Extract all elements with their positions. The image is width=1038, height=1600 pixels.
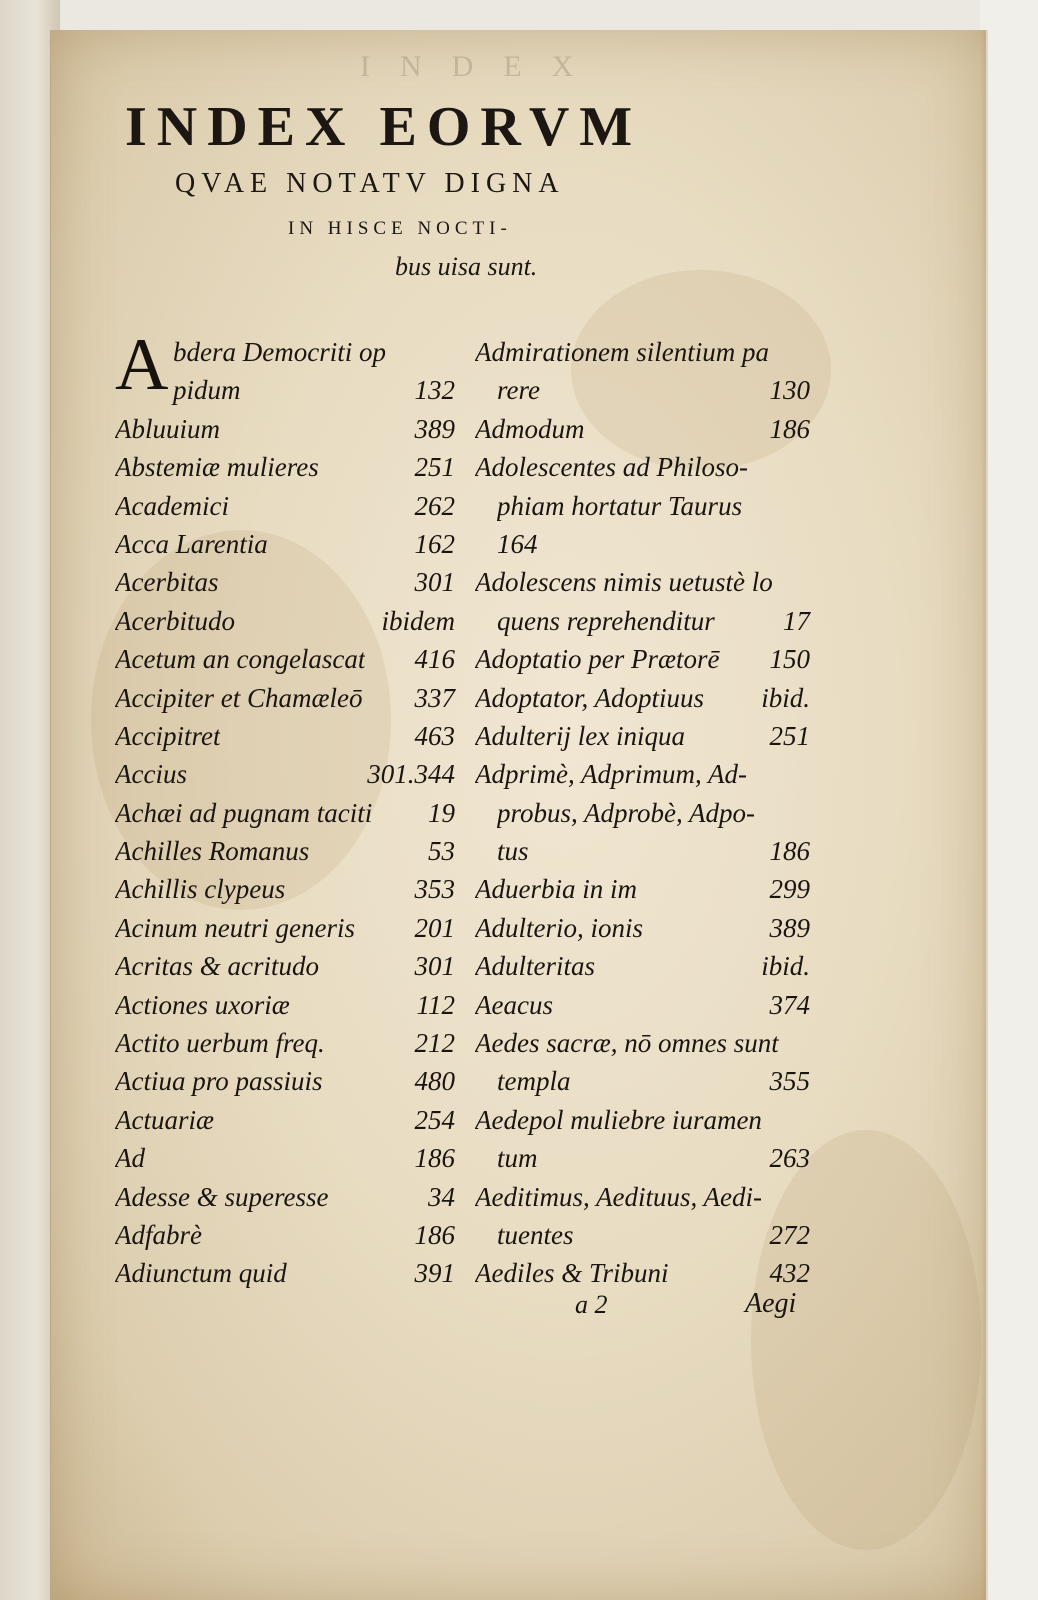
index-entry bbox=[475, 832, 810, 870]
index-entry-page: 480 bbox=[414, 1066, 455, 1097]
index-entry bbox=[475, 1178, 810, 1216]
page-subtitle-line4: bus uisa sunt. bbox=[395, 252, 538, 281]
index-entry bbox=[115, 602, 455, 640]
index-entry bbox=[475, 679, 810, 717]
index-column-left bbox=[115, 333, 455, 1293]
index-entry-page: 34 bbox=[428, 1181, 455, 1212]
index-entry bbox=[475, 487, 810, 525]
bleed-through-text: INDEX bbox=[360, 50, 604, 83]
index-entry-term: Abstemiæ mulieres bbox=[115, 452, 319, 483]
index-entry-page: 251 bbox=[414, 452, 455, 483]
signature-mark: a 2 bbox=[575, 1290, 608, 1319]
index-entry-term: Actito uerbum freq. bbox=[115, 1028, 325, 1059]
index-entry bbox=[115, 1062, 455, 1100]
index-entry-term: Accipitret bbox=[115, 720, 221, 751]
index-entry-page: 391 bbox=[414, 1258, 455, 1289]
index-entry-term: phiam hortatur Taurus bbox=[497, 490, 743, 521]
index-entry bbox=[475, 602, 810, 640]
index-entry-page: 463 bbox=[414, 720, 455, 751]
page-subtitle: QVAE NOTATV DIGNA bbox=[175, 168, 565, 199]
index-entry bbox=[475, 755, 810, 793]
index-entry-page: 132 bbox=[414, 375, 455, 406]
index-entry-term: Aediles & Tribuni bbox=[475, 1258, 669, 1289]
index-entry-page: 389 bbox=[769, 912, 810, 943]
index-entry-term: 164 bbox=[497, 528, 538, 559]
index-entry-term: Acinum neutri generis bbox=[115, 912, 355, 943]
index-entry-term: Adoptatio per Prætorē bbox=[475, 644, 720, 675]
index-entry-page: 53 bbox=[428, 836, 455, 867]
index-entry-page: 212 bbox=[414, 1028, 455, 1059]
index-entry-page: 337 bbox=[414, 682, 455, 713]
index-entry bbox=[115, 1101, 455, 1139]
index-entry-term: Acerbitas bbox=[115, 567, 219, 598]
index-column-right bbox=[475, 333, 810, 1293]
index-entry-term: Adoptator, Adoptiuus bbox=[475, 682, 705, 713]
index-entry-page: 432 bbox=[769, 1258, 810, 1289]
background-right bbox=[980, 0, 1038, 1600]
index-entry-page: 301.344 bbox=[367, 759, 455, 790]
index-entry bbox=[115, 371, 455, 409]
index-entry-term: Aedepol muliebre iuramen bbox=[475, 1104, 762, 1135]
index-entry bbox=[115, 909, 455, 947]
index-entry-page: ibid. bbox=[761, 951, 810, 982]
index-entry bbox=[475, 1024, 810, 1062]
index-entry bbox=[115, 986, 455, 1024]
index-entry-page: 130 bbox=[769, 375, 810, 406]
index-entry-term: Acetum an congelascat bbox=[115, 644, 366, 675]
index-entry-term: tus bbox=[497, 836, 529, 867]
index-entry-page: 416 bbox=[414, 644, 455, 675]
index-entry-term: Acerbitudo bbox=[115, 605, 235, 636]
index-entry-term: Accius bbox=[115, 759, 187, 790]
index-entry-term: Adulterij lex iniqua bbox=[475, 720, 685, 751]
index-entry bbox=[475, 640, 810, 678]
index-entry-term: Adfabrè bbox=[115, 1219, 202, 1250]
index-entry bbox=[475, 1139, 810, 1177]
index-entry-term: Actiua pro passiuis bbox=[115, 1066, 323, 1097]
index-entry-term: Accipiter et Chamæleō bbox=[115, 682, 363, 713]
index-entry bbox=[475, 410, 810, 448]
index-entry bbox=[475, 1062, 810, 1100]
index-entry-term: tuentes bbox=[497, 1219, 574, 1250]
index-entry-term: Adulterio, ionis bbox=[475, 912, 643, 943]
index-entry-term: Admodum bbox=[475, 413, 585, 444]
index-entry bbox=[115, 333, 455, 371]
index-entry-page: 112 bbox=[416, 989, 455, 1020]
index-entry-term: Adiunctum quid bbox=[115, 1258, 287, 1289]
index-entry-page: 389 bbox=[414, 413, 455, 444]
index-entry-page: 301 bbox=[414, 567, 455, 598]
index-entry bbox=[475, 448, 810, 486]
index-entry-page: 262 bbox=[414, 490, 455, 521]
index-entry-term: Aeacus bbox=[475, 989, 553, 1020]
index-entry-term: Adolescens nimis uetustè lo bbox=[475, 567, 773, 598]
index-entry-term: Admirationem silentium pa bbox=[475, 337, 769, 367]
index-entry-page: 355 bbox=[769, 1066, 810, 1097]
index-entry-term: Actuariæ bbox=[115, 1104, 214, 1135]
index-entry-page: ibid. bbox=[761, 682, 810, 713]
index-entry-page: 353 bbox=[414, 874, 455, 905]
index-entry-page: 272 bbox=[769, 1219, 810, 1250]
index-entry bbox=[115, 755, 455, 793]
index-entry bbox=[475, 717, 810, 755]
index-entry bbox=[475, 794, 810, 832]
index-entry bbox=[475, 525, 810, 563]
index-entry-term: Achæi ad pugnam taciti bbox=[115, 797, 373, 828]
index-entry-term: Ad bbox=[115, 1143, 145, 1174]
index-entry-page: 186 bbox=[414, 1143, 455, 1174]
index-entry-page: ibidem bbox=[381, 605, 455, 636]
index-entry-term: Acca Larentia bbox=[115, 528, 268, 559]
drop-cap: A bbox=[115, 324, 169, 406]
index-entry-page: 201 bbox=[414, 912, 455, 943]
index-entry-term: Achilles Romanus bbox=[115, 836, 310, 867]
index-entry bbox=[115, 1216, 455, 1254]
index-entry-page: 374 bbox=[769, 989, 810, 1020]
index-entry-term: Abluuium bbox=[115, 413, 220, 444]
index-entry-term: quens reprehenditur bbox=[497, 605, 715, 636]
index-entry-page: 301 bbox=[414, 951, 455, 982]
index-entry-page: 263 bbox=[769, 1143, 810, 1174]
index-entry-term: Adolescentes ad Philoso- bbox=[475, 452, 748, 483]
index-entry bbox=[115, 1178, 455, 1216]
index-entry bbox=[475, 870, 810, 908]
catchword: Aegi bbox=[745, 1288, 797, 1319]
index-entry bbox=[475, 563, 810, 601]
index-entry-term: tum bbox=[497, 1143, 538, 1174]
index-entry-page: 162 bbox=[414, 528, 455, 559]
index-entry bbox=[115, 448, 455, 486]
index-entry-page: 186 bbox=[769, 836, 810, 867]
index-entry bbox=[115, 947, 455, 985]
index-entry bbox=[475, 371, 810, 409]
index-entry bbox=[115, 640, 455, 678]
index-entry-term: Aedes sacræ, nō omnes sunt bbox=[475, 1028, 779, 1059]
index-entry-term: Aduerbia in im bbox=[475, 874, 637, 905]
index-entry bbox=[115, 563, 455, 601]
page-edge bbox=[980, 30, 988, 1600]
index-entry-term: pidum bbox=[173, 375, 241, 406]
index-entry-term: Acritas & acritudo bbox=[115, 951, 319, 982]
index-entry bbox=[475, 1216, 810, 1254]
page-title: INDEX EORVM bbox=[125, 96, 643, 158]
index-entry-page: 251 bbox=[769, 720, 810, 751]
index-entry-page: 150 bbox=[769, 644, 810, 675]
index-entry bbox=[115, 487, 455, 525]
index-entry bbox=[115, 794, 455, 832]
index-entry bbox=[115, 679, 455, 717]
index-entry-page: 299 bbox=[769, 874, 810, 905]
index-entry-term: Actiones uxoriæ bbox=[115, 989, 290, 1020]
index-entry bbox=[115, 410, 455, 448]
index-entry-term: Adulteritas bbox=[475, 951, 595, 982]
index-entry-term: templa bbox=[497, 1066, 571, 1097]
index-entry-page: 254 bbox=[414, 1104, 455, 1135]
index-entry-page: 17 bbox=[783, 605, 810, 636]
index-entry bbox=[115, 832, 455, 870]
index-entry-page: 186 bbox=[414, 1219, 455, 1250]
index-entry-term: Aeditimus, Aedituus, Aedi- bbox=[475, 1181, 762, 1212]
index-entry-term: probus, Adprobè, Adpo- bbox=[497, 797, 756, 828]
index-entry bbox=[115, 525, 455, 563]
index-entry bbox=[115, 1139, 455, 1177]
index-entry-term: rere bbox=[497, 375, 540, 406]
index-entry-term: Achillis clypeus bbox=[115, 874, 286, 905]
index-entry-page: 19 bbox=[428, 797, 455, 828]
index-entry bbox=[475, 1101, 810, 1139]
index-entry bbox=[115, 1254, 455, 1292]
index-entry bbox=[115, 717, 455, 755]
index-entry bbox=[475, 986, 810, 1024]
index-entry-term: bdera Democriti op bbox=[173, 337, 386, 367]
index-entry-term: Academici bbox=[115, 490, 229, 521]
index-entry-term: Adesse & superesse bbox=[115, 1181, 329, 1212]
index-entry bbox=[475, 909, 810, 947]
index-entry bbox=[475, 947, 810, 985]
index-entry bbox=[475, 333, 810, 371]
index-entry-page: 186 bbox=[769, 413, 810, 444]
index-entry bbox=[475, 1254, 810, 1292]
page-subtitle-line3: IN HISCE NOCTI- bbox=[288, 218, 512, 239]
index-entry bbox=[115, 1024, 455, 1062]
index-entry-term: Adprimè, Adprimum, Ad- bbox=[475, 759, 747, 790]
index-entry bbox=[115, 870, 455, 908]
